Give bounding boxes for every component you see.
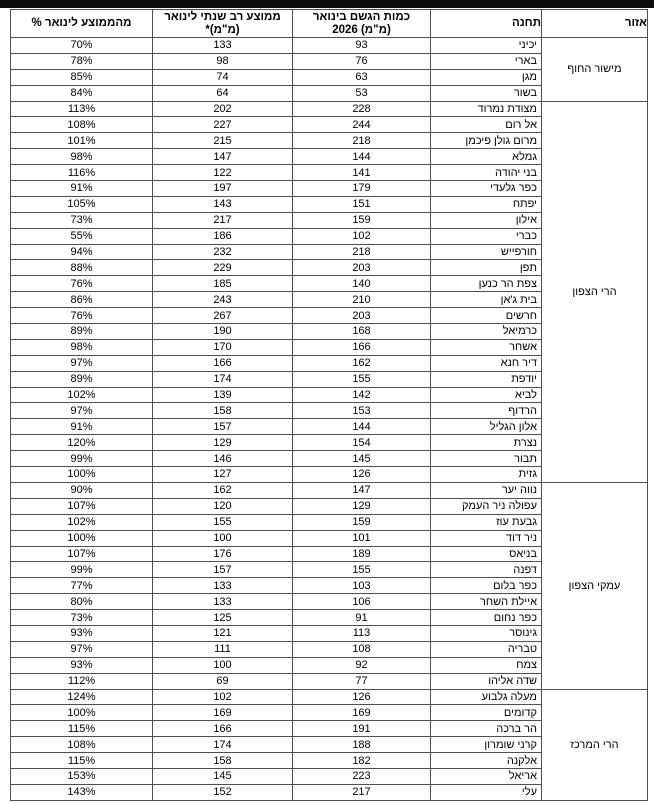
avg-cell: 139 xyxy=(153,387,293,403)
header-row xyxy=(11,10,648,38)
region-cell: הרי המרכז xyxy=(542,689,648,800)
rain-cell: 179 xyxy=(293,181,431,197)
region-cell: הרי הצפון xyxy=(542,101,648,482)
avg-cell: 158 xyxy=(153,403,293,419)
station-cell: כפר נחום xyxy=(431,610,542,626)
avg-cell: 229 xyxy=(153,260,293,276)
pct-cell: 73% xyxy=(11,212,153,228)
avg-cell: 157 xyxy=(153,419,293,435)
pct-cell: 78% xyxy=(11,53,153,69)
avg-cell: 143 xyxy=(153,196,293,212)
rain-cell: 244 xyxy=(293,117,431,133)
avg-cell: 127 xyxy=(153,467,293,483)
station-cell: ניר דוד xyxy=(431,530,542,546)
station-cell: יודפת xyxy=(431,371,542,387)
station-cell: חורפייש xyxy=(431,244,542,260)
rain-cell: 144 xyxy=(293,419,431,435)
station-cell: הרדוף xyxy=(431,403,542,419)
pct-cell: 85% xyxy=(11,69,153,85)
pct-cell: 90% xyxy=(11,482,153,498)
rain-cell: 113 xyxy=(293,625,431,641)
rain-cell: 106 xyxy=(293,594,431,610)
region-cell: עמקי הצפון xyxy=(542,482,648,689)
avg-cell: 170 xyxy=(153,339,293,355)
rain-cell: 228 xyxy=(293,101,431,117)
station-cell: צפת הר כנען xyxy=(431,276,542,292)
pct-cell: 93% xyxy=(11,625,153,641)
rain-cell: 210 xyxy=(293,292,431,308)
pct-cell: 98% xyxy=(11,339,153,355)
region-cell: מישור החוף xyxy=(542,38,648,102)
rain-cell: 168 xyxy=(293,324,431,340)
table-row xyxy=(11,482,648,498)
station-cell: צמח xyxy=(431,657,542,673)
station-cell: עפולה ניר העמק xyxy=(431,498,542,514)
station-cell: אריאל xyxy=(431,768,542,784)
rain-cell: 155 xyxy=(293,371,431,387)
avg-cell: 121 xyxy=(153,625,293,641)
pct-cell: 105% xyxy=(11,196,153,212)
avg-cell: 133 xyxy=(153,578,293,594)
top-black-bar xyxy=(0,0,654,8)
rain-cell: 189 xyxy=(293,546,431,562)
avg-cell: 185 xyxy=(153,276,293,292)
station-cell: כרמיאל xyxy=(431,324,542,340)
avg-cell: 74 xyxy=(153,69,293,85)
avg-cell: 152 xyxy=(153,784,293,800)
col-header-pct xyxy=(11,10,153,38)
avg-cell: 174 xyxy=(153,737,293,753)
station-cell: תפן xyxy=(431,260,542,276)
avg-cell: 100 xyxy=(153,530,293,546)
pct-cell: 89% xyxy=(11,324,153,340)
pct-cell: 89% xyxy=(11,371,153,387)
col-header-avg-line2: (מ"מ)* xyxy=(205,23,240,36)
avg-cell: 202 xyxy=(153,101,293,117)
pct-cell: 88% xyxy=(11,260,153,276)
station-cell: נווה יער xyxy=(431,482,542,498)
station-cell: הר ברכה xyxy=(431,721,542,737)
col-header-rain-line2: 2026 (מ"מ) xyxy=(332,23,391,36)
col-header-avg-line1: ממוצע רב שנתי לינואר xyxy=(164,10,281,23)
station-cell: מעלה גלבוע xyxy=(431,689,542,705)
rain-cell: 129 xyxy=(293,498,431,514)
rain-cell: 159 xyxy=(293,212,431,228)
pct-cell: 124% xyxy=(11,689,153,705)
rain-cell: 203 xyxy=(293,308,431,324)
pct-cell: 100% xyxy=(11,705,153,721)
station-cell: גזית xyxy=(431,467,542,483)
rain-cell: 159 xyxy=(293,514,431,530)
rain-cell: 166 xyxy=(293,339,431,355)
rain-cell: 76 xyxy=(293,53,431,69)
station-cell: בארי xyxy=(431,53,542,69)
pct-cell: 86% xyxy=(11,292,153,308)
station-cell: אשחר xyxy=(431,339,542,355)
avg-cell: 125 xyxy=(153,610,293,626)
pct-cell: 94% xyxy=(11,244,153,260)
pct-cell: 77% xyxy=(11,578,153,594)
avg-cell: 111 xyxy=(153,641,293,657)
pct-cell: 102% xyxy=(11,387,153,403)
pct-cell: 97% xyxy=(11,355,153,371)
avg-cell: 147 xyxy=(153,149,293,165)
pct-cell: 107% xyxy=(11,498,153,514)
station-cell: מרום גולן פיכמן xyxy=(431,133,542,149)
avg-cell: 145 xyxy=(153,768,293,784)
avg-cell: 133 xyxy=(153,594,293,610)
avg-cell: 157 xyxy=(153,562,293,578)
rainfall-table xyxy=(10,9,648,801)
rain-cell: 144 xyxy=(293,149,431,165)
pct-cell: 102% xyxy=(11,514,153,530)
station-cell: נצרת xyxy=(431,435,542,451)
col-header-region xyxy=(542,10,648,38)
pct-cell: 112% xyxy=(11,673,153,689)
station-cell: יפתח xyxy=(431,196,542,212)
pct-cell: 99% xyxy=(11,451,153,467)
avg-cell: 120 xyxy=(153,498,293,514)
station-cell: דיר חנא xyxy=(431,355,542,371)
station-cell: כפר בלום xyxy=(431,578,542,594)
rain-cell: 141 xyxy=(293,165,431,181)
station-cell: גבעת עוז xyxy=(431,514,542,530)
station-cell: טבריה xyxy=(431,641,542,657)
rain-cell: 151 xyxy=(293,196,431,212)
avg-cell: 190 xyxy=(153,324,293,340)
station-cell: אלון הגליל xyxy=(431,419,542,435)
avg-cell: 267 xyxy=(153,308,293,324)
station-cell: אלקנה xyxy=(431,753,542,769)
col-header-avg xyxy=(153,10,293,38)
rain-cell: 155 xyxy=(293,562,431,578)
avg-cell: 146 xyxy=(153,451,293,467)
avg-cell: 176 xyxy=(153,546,293,562)
col-header-region-label: אזור xyxy=(624,17,647,29)
rain-cell: 103 xyxy=(293,578,431,594)
station-cell: כפר גלעדי xyxy=(431,181,542,197)
pct-cell: 91% xyxy=(11,181,153,197)
rain-cell: 162 xyxy=(293,355,431,371)
pct-cell: 143% xyxy=(11,784,153,800)
pct-cell: 93% xyxy=(11,657,153,673)
station-cell: גינוסר xyxy=(431,625,542,641)
avg-cell: 232 xyxy=(153,244,293,260)
station-cell: קדומים xyxy=(431,705,542,721)
avg-cell: 98 xyxy=(153,53,293,69)
avg-cell: 100 xyxy=(153,657,293,673)
station-cell: אל רום xyxy=(431,117,542,133)
pct-cell: 108% xyxy=(11,737,153,753)
rain-cell: 203 xyxy=(293,260,431,276)
rain-cell: 63 xyxy=(293,69,431,85)
avg-cell: 186 xyxy=(153,228,293,244)
pct-cell: 107% xyxy=(11,546,153,562)
station-cell: איילת השחר xyxy=(431,594,542,610)
station-cell: גמלא xyxy=(431,149,542,165)
rain-cell: 126 xyxy=(293,689,431,705)
avg-cell: 129 xyxy=(153,435,293,451)
pct-cell: 100% xyxy=(11,530,153,546)
pct-cell: 76% xyxy=(11,276,153,292)
rain-cell: 154 xyxy=(293,435,431,451)
pct-cell: 99% xyxy=(11,562,153,578)
avg-cell: 64 xyxy=(153,85,293,101)
avg-cell: 155 xyxy=(153,514,293,530)
rain-cell: 53 xyxy=(293,85,431,101)
station-cell: כברי xyxy=(431,228,542,244)
avg-cell: 133 xyxy=(153,38,293,54)
avg-cell: 102 xyxy=(153,689,293,705)
station-cell: דפנה xyxy=(431,562,542,578)
pct-cell: 101% xyxy=(11,133,153,149)
avg-cell: 215 xyxy=(153,133,293,149)
station-cell: בניאס xyxy=(431,546,542,562)
pct-cell: 115% xyxy=(11,753,153,769)
avg-cell: 174 xyxy=(153,371,293,387)
rain-cell: 218 xyxy=(293,133,431,149)
rain-cell: 223 xyxy=(293,768,431,784)
pct-cell: 116% xyxy=(11,165,153,181)
avg-cell: 197 xyxy=(153,181,293,197)
table-row xyxy=(11,38,648,54)
avg-cell: 243 xyxy=(153,292,293,308)
avg-cell: 169 xyxy=(153,705,293,721)
avg-cell: 217 xyxy=(153,212,293,228)
avg-cell: 162 xyxy=(153,482,293,498)
pct-cell: 91% xyxy=(11,419,153,435)
station-cell: חרשים xyxy=(431,308,542,324)
col-header-station-label: תחנה xyxy=(511,17,541,29)
rain-cell: 142 xyxy=(293,387,431,403)
station-cell: תבור xyxy=(431,451,542,467)
pct-cell: 97% xyxy=(11,403,153,419)
avg-cell: 122 xyxy=(153,165,293,181)
table-row xyxy=(11,101,648,117)
avg-cell: 166 xyxy=(153,355,293,371)
pct-cell: 73% xyxy=(11,610,153,626)
rain-cell: 101 xyxy=(293,530,431,546)
col-header-rain-line1: כמות הגשם בינואר xyxy=(312,10,411,23)
station-cell: בית ג'אן xyxy=(431,292,542,308)
rain-cell: 182 xyxy=(293,753,431,769)
pct-cell: 98% xyxy=(11,149,153,165)
rain-cell: 169 xyxy=(293,705,431,721)
col-header-station xyxy=(431,10,542,38)
station-cell: בשור xyxy=(431,85,542,101)
station-cell: לביא xyxy=(431,387,542,403)
rain-cell: 218 xyxy=(293,244,431,260)
rain-cell: 153 xyxy=(293,403,431,419)
pct-cell: 100% xyxy=(11,467,153,483)
col-header-pct-label: % מהממוצע לינואר xyxy=(31,17,132,29)
table-row xyxy=(11,689,648,705)
pct-cell: 113% xyxy=(11,101,153,117)
rain-cell: 108 xyxy=(293,641,431,657)
rain-cell: 217 xyxy=(293,784,431,800)
avg-cell: 166 xyxy=(153,721,293,737)
rain-cell: 92 xyxy=(293,657,431,673)
station-cell: קרני שומרון xyxy=(431,737,542,753)
pct-cell: 120% xyxy=(11,435,153,451)
rain-cell: 93 xyxy=(293,38,431,54)
station-cell: בני יהודה xyxy=(431,165,542,181)
pct-cell: 97% xyxy=(11,641,153,657)
pct-cell: 76% xyxy=(11,308,153,324)
rain-cell: 147 xyxy=(293,482,431,498)
rain-cell: 145 xyxy=(293,451,431,467)
pct-cell: 55% xyxy=(11,228,153,244)
rain-cell: 126 xyxy=(293,467,431,483)
rain-cell: 102 xyxy=(293,228,431,244)
station-cell: שדה אליהו xyxy=(431,673,542,689)
pct-cell: 80% xyxy=(11,594,153,610)
station-cell: עלי xyxy=(431,784,542,800)
avg-cell: 158 xyxy=(153,753,293,769)
station-cell: אילון xyxy=(431,212,542,228)
pct-cell: 84% xyxy=(11,85,153,101)
station-cell: יכיני xyxy=(431,38,542,54)
rain-cell: 188 xyxy=(293,737,431,753)
rain-cell: 77 xyxy=(293,673,431,689)
rain-cell: 140 xyxy=(293,276,431,292)
station-cell: מגן xyxy=(431,69,542,85)
avg-cell: 227 xyxy=(153,117,293,133)
pct-cell: 115% xyxy=(11,721,153,737)
rain-cell: 91 xyxy=(293,610,431,626)
pct-cell: 70% xyxy=(11,38,153,54)
station-cell: מצודת נמרוד xyxy=(431,101,542,117)
pct-cell: 153% xyxy=(11,768,153,784)
pct-cell: 108% xyxy=(11,117,153,133)
avg-cell: 69 xyxy=(153,673,293,689)
rain-cell: 191 xyxy=(293,721,431,737)
col-header-rain-jan-2026 xyxy=(293,10,431,38)
